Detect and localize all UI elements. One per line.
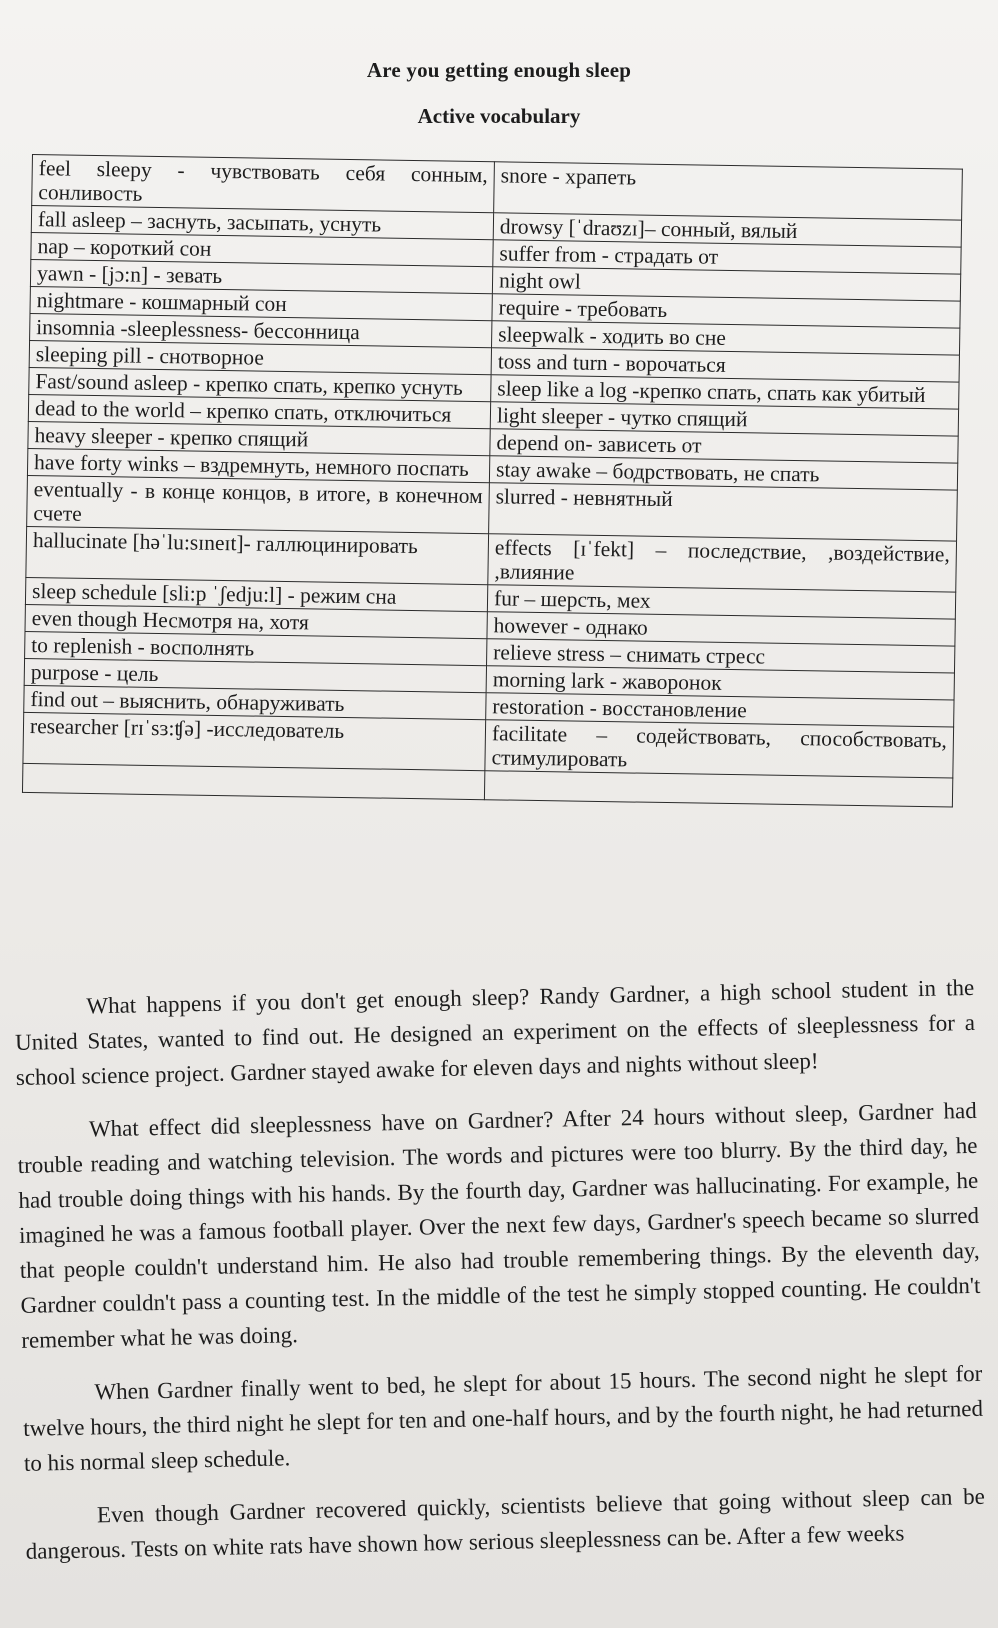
paragraph: What effect did sleeplessness have on Gardner? After 24 hours without sleep, Gardner had trouble reading and watching television. The words and pictures were too blurry. By the third day, he had trouble doing things with his hands. By the fourth day, Gardner was hallucinating. For example, he imagined he was a famous football player. Over the next few days, Gardner's speech became so slurred that people couldn't understand him. He also had trouble remembering things. By the eleventh day, Gardner couldn't pass a counting test. In the middle of the test he simply stopped counting. He couldn't remember what he was doing. [17, 1097, 981, 1353]
article-text [14, 970, 986, 1587]
vocab-term-cell-right: toss and turn - ворочаться [491, 348, 959, 382]
vocab-term-cell-right: require - требовать [492, 294, 960, 328]
vocab-term-cell-right: night owl [492, 267, 960, 301]
vocab-term-cell-right: slurred - невнятный [489, 483, 958, 541]
vocab-term-cell: nightmare - кошмарный сон [30, 286, 492, 320]
vocab-term-cell-right: sleep like a log -крепко спать, спать как убитый [491, 375, 959, 409]
vocab-term-cell: even though Несмотря на, хотя [25, 604, 487, 638]
document-subtitle: Active vocabulary [417, 104, 581, 128]
vocab-term-cell-right: depend on- зависеть от [490, 429, 958, 463]
vocab-term-cell-right: drowsy [ˈdraʊzɪ]– сонный, вялый [493, 213, 961, 247]
vocab-term-cell-right: stay awake – бодрствовать, не спать [489, 456, 957, 490]
vocab-term-cell-right [484, 771, 952, 807]
vocab-term-cell: yawn - [jɔ:n] - зевать [30, 259, 492, 293]
vocab-term-cell: sleep schedule [sli:p ˈʃedju:l] - режим сна [25, 577, 487, 611]
vocab-term-cell: Fast/sound asleep - крепко спать, крепко уснуть [29, 367, 491, 401]
document-title: Are you getting enough sleep [366, 58, 632, 82]
vocab-term-cell: researcher [rɪˈsɜ:ʧə] -исследователь [23, 712, 486, 770]
vocab-term-cell: hallucinate [həˈlu:sɪneɪt]- галлюцинировать [26, 526, 489, 584]
paragraph: Even though Gardner recovered quickly, scientists believe that going without sleep can be dangerous. Tests on white rats have shown how serious sleeplessness can be. After a few weeks [25, 1483, 986, 1564]
vocab-term-cell-right: light sleeper - чутко спящий [490, 402, 958, 436]
vocab-term-cell-right: suffer from - страдать от [493, 240, 961, 274]
vocab-term-cell: heavy sleeper - крепко спящий [28, 421, 490, 455]
vocab-term-cell: feel sleepy - чувствовать себя сонным, сонливость [32, 155, 495, 213]
vocab-term-cell-right: facilitate – содействовать, способствовать, стимулировать [485, 720, 954, 778]
vocab-term-cell [22, 763, 484, 799]
paragraph: What happens if you don't get enough sleep? Randy Gardner, a high school student in the United States, wanted to find out. He designed an experiment on the effects of sleeplessness for a school science project. Gardner stayed awake for eleven days and nights without sleep! [14, 974, 976, 1090]
vocab-term-cell-right: fur – шерсть, мех [487, 585, 955, 619]
vocabulary-table [22, 154, 963, 808]
vocab-term-cell-right: morning lark - жаворонок [486, 666, 954, 700]
vocabulary-table-body [22, 155, 962, 808]
vocab-term-cell: purpose - цель [24, 658, 486, 692]
vocab-term-cell: have forty winks – вздремнуть, немного поспать [27, 448, 489, 482]
vocab-term-cell: eventually - в конце концов, в итоге, в конечном счете [27, 475, 490, 533]
vocab-term-cell-right: effects [ɪˈfekt] – последствие, ,воздействие, ,влияние [488, 534, 957, 592]
vocab-term-cell-right: however - однако [487, 612, 955, 646]
vocab-term-cell: find out – выяснить, обнаруживать [24, 685, 486, 719]
vocab-term-cell-right: snore - храпеть [494, 162, 963, 220]
vocab-term-cell-right: sleepwalk - ходить во сне [492, 321, 960, 355]
vocab-term-cell: to replenish - восполнять [25, 631, 487, 665]
vocab-term-cell-right: relieve stress – снимать стресс [487, 639, 955, 673]
vocab-term-cell: insomnia -sleeplessness- бессонница [30, 313, 492, 347]
vocab-term-cell: dead to the world – крепко спать, отключиться [28, 394, 490, 428]
vocab-term-cell: sleeping pill - снотворное [29, 340, 491, 374]
vocab-term-cell-right: restoration - восстановление [486, 693, 954, 727]
vocab-term-cell: nap – короткий сон [31, 232, 493, 266]
paragraph: When Gardner finally went to bed, he slept for about 15 hours. The second night he slept for twelve hours, the third night he slept for ten and one-half hours, and by the fourth night, he had returned to his normal sleep schedule. [22, 1360, 984, 1476]
vocab-term-cell: fall asleep – заснуть, засыпать, уснуть [31, 206, 493, 240]
